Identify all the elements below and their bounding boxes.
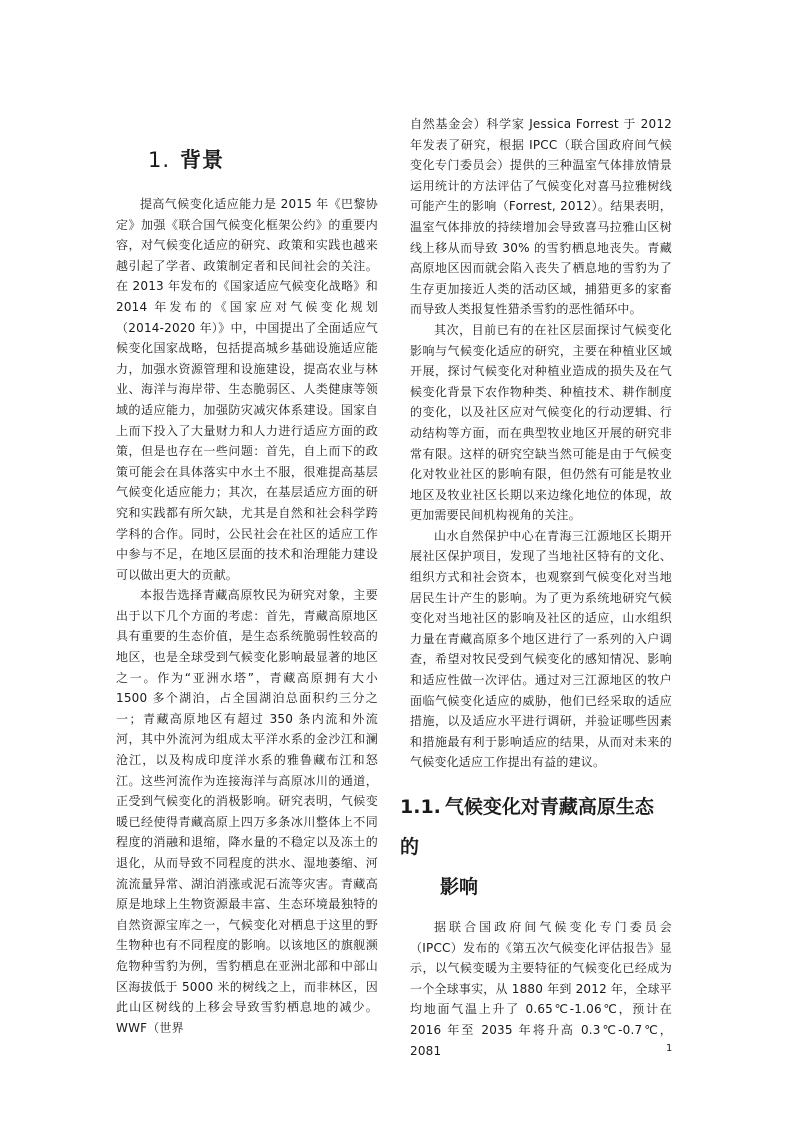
right-column [400,114,672,1061]
section-title: 背景 [180,148,225,172]
subsection-heading [400,787,672,907]
page-number: 1 [666,1043,673,1054]
subsection-number: 1.1. [400,796,441,818]
paragraph: 据联合国政府间气候变化专门委员会（IPCC）发布的《第五次气候变化评估报告》显示，以气候变暖为主要特征的气候变化已经成为一个全球事实，从 1880 年到 2012 年，全球平均地面气温上升了 0.65℃-1.06℃，预计在 2016 年至 2035 年将升高 0.3℃-0.7℃，2081 [410,920,672,1058]
paragraph: 本报告选择青藏高原牧民为研究对象，主要出于以下几个方面的考虑：首先，青藏高原地区具有重要的生态价值，是生态系统脆弱性较高的地区，也是全球受到气候变化影响最显著的地区之一。作为“亚洲水塔”，青藏高原拥有大小 1500 多个湖泊，占全国湖泊总面积约三分之一；青藏高原地区有超过 350 条内流和外流河，其中外流河为组成太平洋水系的金沙江和澜沧江，以及构成印度洋水系的雅鲁藏布江和怒江。这些河流作为连接海洋与高原冰川的通道，正受到气候变化的消极影响。研究表明，气候变暖已经使得青藏高原上四万多条冰川整体上不同程度的消融和退缩，降水量的不稳定以及冻土的退化，从而导致不同程度的洪水、湿地萎缩、河流流量异常、湖泊消涨或泥石流等灾害。青藏高原是地球上生物资源最丰富、生态环境最独特的自然资源宝库之一，气候变化对栖息于这里的野生物种也有不同程度的影响。以该地区的旗舰濒危物种雪豹为例，雪豹栖息在亚洲北部和中部山区海拔低于 5000 米的树线之上，而非林区，因此山区树线的上移会导致雪豹栖息地的减少。WWF（世界 [116,588,378,1035]
paragraph: 其次，目前已有的在社区层面探讨气候变化影响与气候变化适应的研究，主要在种植业区域开展，探讨气候变化对种植业造成的损失及在气候变化背景下农作物种类、种植技术、耕作制度的变化，以及社区应对气候变化的行动逻辑、行动结构等方面，而在典型牧业地区开展的研究非常有限。这样的研究空缺当然可能是由于气候变化对牧业社区的影响有限，但仍然有可能是牧业地区及牧业社区长期以来边缘化地位的体现，故更加需要民间机构视角的关注。 [410,322,672,523]
paragraph: 自然基金会）科学家 Jessica Forrest 于 2012 年发表了研究，根据 IPCC（联合国政府间气候变化专门委员会）提供的三种温室气体排放情景运用统计的方法评估了气候变化对喜马拉雅树线可能产生的影响（Forrest, 2012）。结果表明，温室气体排放的持续增加会导致喜马拉雅山区树线上移从而导致 30% 的雪豹栖息地丧失。青藏高原地区因而就会陷入丧失了栖息地的雪豹为了生存更加接近人类的活动区域，捕猎更多的家畜而导致人类报复性猎杀雪豹的恶性循环中。 [410,117,672,317]
subsection-title-line1: 气候变化对青藏高原生态的 [400,796,654,858]
paragraph: 提高气候变化适应能力是 2015 年《巴黎协定》加强《联合国气候变化框架公约》的重要内容，对气候变化适应的研究、政策和实践也越来越引起了学者、政策制定者和民间社会的关注。在 2013 年发布的《国家适应气候变化战略》和 2014 年发布的《国家应对气候变化规划（2014-2020 年）》中，中国提出了全面适应气候变化国家战略，包括提高城乡基础设施适应能力，加强水资源管理和设施建设，提高农业与林业、海洋与海岸带、生态脆弱区、人类健康等领域的适应能力，加强防灾减灾体系建设。国家自上而下投入了大量财力和人力进行适应方面的政策，但是也存在一些问题：首先，自上而下的政策可能会在具体落实中水土不服，很难提高基层气候变化适应能力；其次，在基层适应方面的研究和实践都有所欠缺，尤其是自然和社会科学跨学科的合作。同时，公民社会在社区的适应工作中参与不足，在地区层面的技术和治理能力建设可以做出更大的贡献。 [116,197,378,582]
subsection-title-line2: 影响 [440,876,479,898]
section-number: 1. [148,148,171,172]
left-column [116,114,378,1038]
paragraph: 山水自然保护中心在青海三江源地区长期开展社区保护项目，发现了当地社区特有的文化、组织方式和社会资本，也观察到气候变化对当地居民生计产生的影响。为了更为系统地研究气候变化对当地社区的影响及社区的适应，山水组织力量在青藏高原多个地区进行了一系列的入户调查，希望对牧民受到气候变化的感知情况、影响和适应性做一次评估。通过对三江源地区的牧户面临气候变化适应的威胁，他们已经采取的适应措施，以及适应水平进行调研，并验证哪些因素和措施最有利于影响适应的结果，从而对未来的气候变化适应工作提出有益的建议。 [410,528,672,770]
section-heading-background [148,144,378,174]
